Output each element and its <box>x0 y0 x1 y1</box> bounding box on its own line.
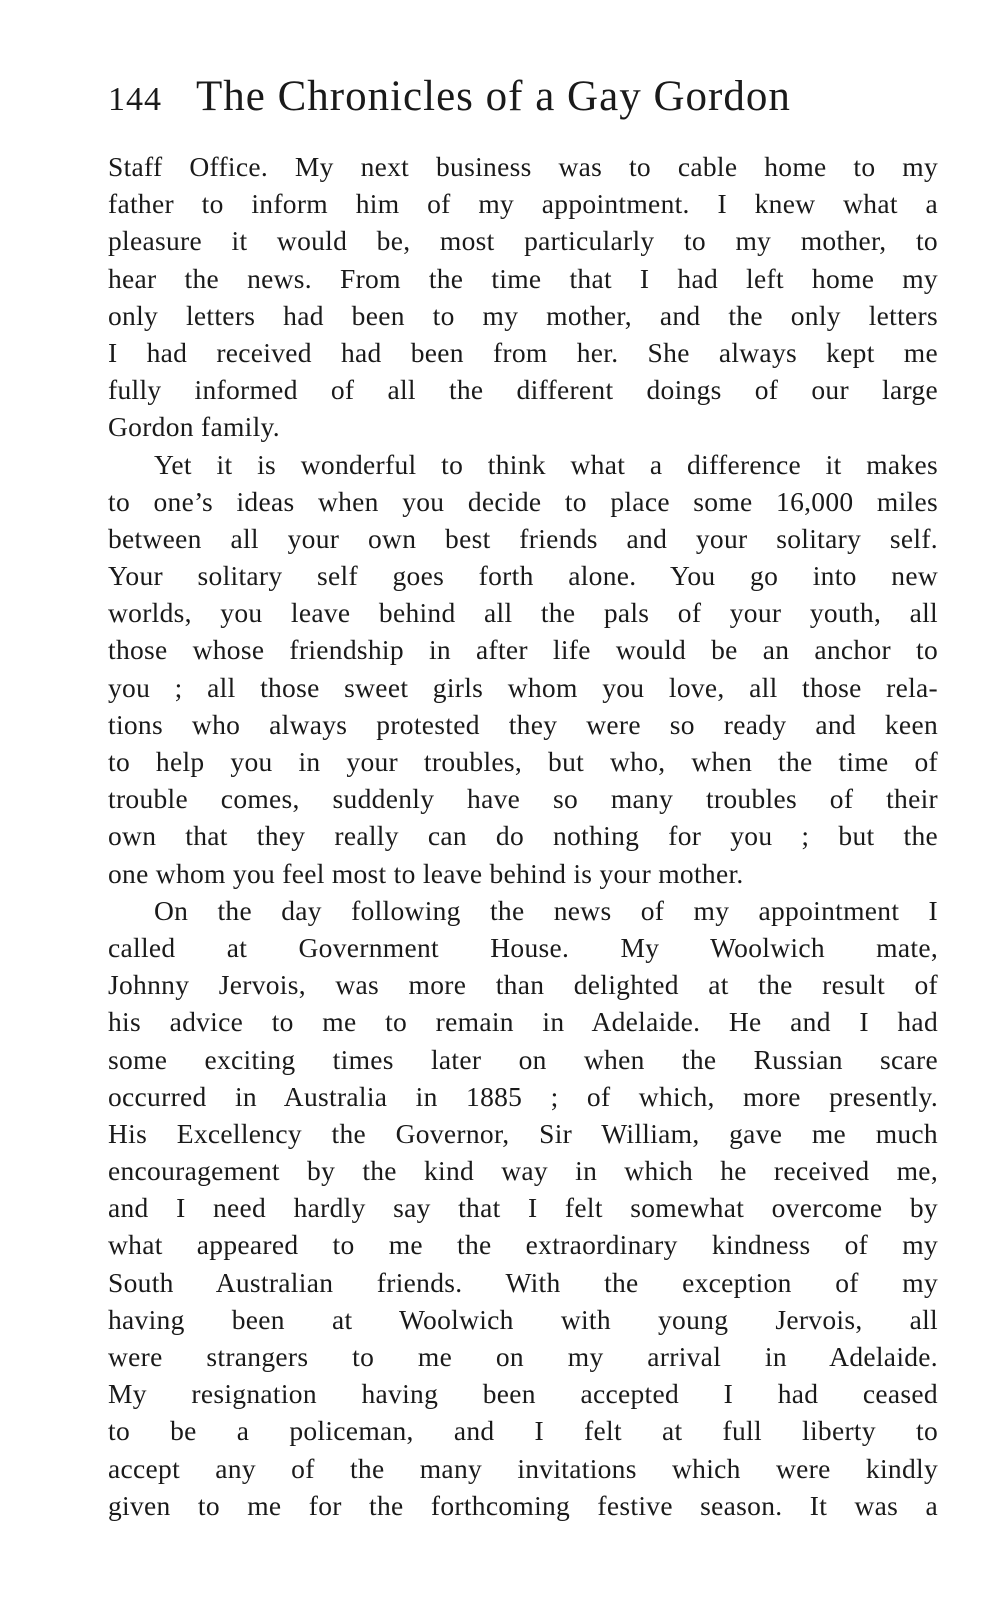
text-line: worlds, you leave behind all the pals of your youth, all <box>108 597 938 629</box>
text-line: own that they really can do nothing for you ; but the <box>108 820 938 852</box>
text-line: you ; all those sweet girls whom you love, all those rela- <box>108 671 938 703</box>
text-line: to help you in your troubles, but who, when the time of <box>108 746 938 777</box>
page-number: 144 <box>108 81 162 118</box>
text-line: between all your own best friends and your solitary self. <box>108 522 938 554</box>
text-line: On the day following the news of my appointment I <box>154 894 938 926</box>
text-line: occurred in Australia in 1885 ; of which, more presently. <box>108 1080 938 1112</box>
text-line: trouble comes, suddenly have so many troubles of their <box>108 783 938 815</box>
text-line: I had received had been from her. She always kept me <box>108 336 938 368</box>
text-line: pleasure it would be, most particularly to my mother, to <box>108 225 938 257</box>
text-line: tions who always protested they were so ready and keen <box>108 708 938 740</box>
text-line: having been at Woolwich with young Jervois, all <box>108 1303 938 1335</box>
text-line: Your solitary self goes forth alone. You go into new <box>108 560 938 592</box>
text-line: fully informed of all the different doings of our large <box>108 374 938 406</box>
book-title: The Chronicles of a Gay Gordon <box>196 73 791 120</box>
text-line: His Excellency the Governor, Sir William, gave me much <box>108 1117 938 1149</box>
text-line: given to me for the forthcoming festive season. It was a <box>108 1489 938 1521</box>
text-line: some exciting times later on when the Russian scare <box>108 1043 938 1075</box>
text-line: called at Government House. My Woolwich mate, <box>108 931 938 963</box>
text-line: South Australian friends. With the exception of my <box>108 1266 938 1298</box>
text-line: and I need hardly say that I felt somewhat overcome by <box>108 1192 938 1224</box>
text-line: accept any of the many invitations which were kindly <box>108 1452 938 1484</box>
text-line: to be a policeman, and I felt at full liberty to <box>108 1415 938 1447</box>
text-line: father to inform him of my appointment. I knew what a <box>108 188 938 220</box>
text-line: only letters had been to my mother, and the only letters <box>108 299 938 331</box>
running-head <box>108 72 938 142</box>
text-line: what appeared to me the extraordinary kindness of my <box>108 1229 938 1261</box>
text-line: Johnny Jervois, was more than delighted at the result of <box>108 969 938 1001</box>
text-line: encouragement by the kind way in which he received me, <box>108 1155 938 1187</box>
book-page <box>108 72 938 1524</box>
text-line: My resignation having been accepted I had ceased <box>108 1378 938 1410</box>
text-line: Gordon family. <box>108 411 280 443</box>
body-text <box>108 148 938 1524</box>
text-line: Staff Office. My next business was to cable home to my <box>108 151 938 182</box>
text-line: his advice to me to remain in Adelaide. He and I had <box>108 1006 938 1038</box>
text-line: were strangers to me on my arrival in Adelaide. <box>108 1341 938 1372</box>
text-line: one whom you feel most to leave behind is your mother. <box>108 857 744 889</box>
text-line: those whose friendship in after life would be an anchor to <box>108 634 938 666</box>
text-line: to one’s ideas when you decide to place some 16,000 miles <box>108 485 938 517</box>
text-line: Yet it is wonderful to think what a difference it makes <box>154 448 938 480</box>
text-line: hear the news. From the time that I had left home my <box>108 262 938 294</box>
